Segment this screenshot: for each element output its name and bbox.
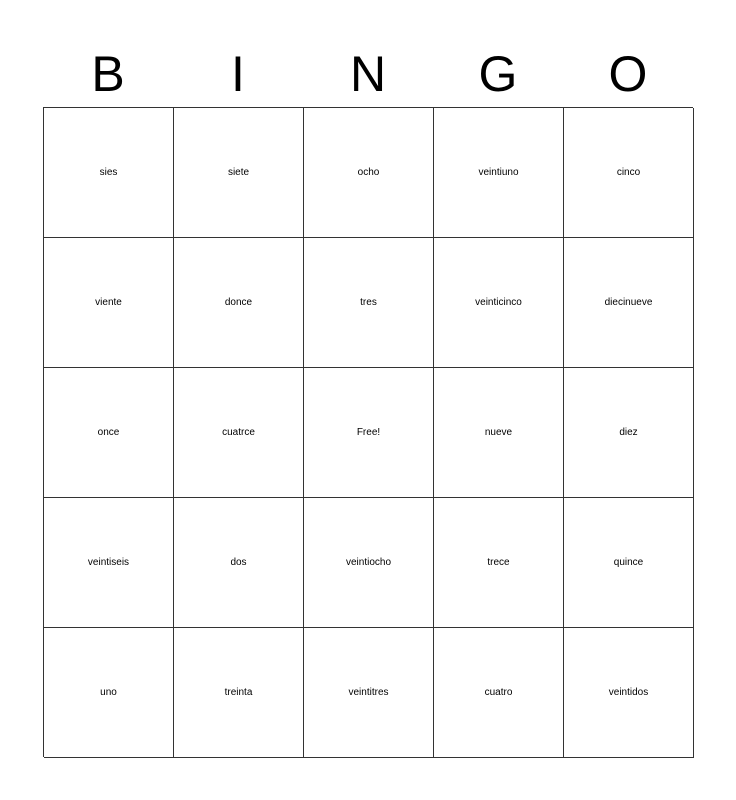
bingo-cell[interactable]: once xyxy=(44,368,174,498)
bingo-cell[interactable]: veintiseis xyxy=(44,498,174,628)
header-letter-i: I xyxy=(231,46,245,102)
bingo-header xyxy=(43,40,693,108)
bingo-cell[interactable]: ocho xyxy=(304,108,434,238)
bingo-cell[interactable]: quince xyxy=(564,498,694,628)
bingo-cell[interactable]: viente xyxy=(44,238,174,368)
bingo-cell[interactable]: veintiuno xyxy=(434,108,564,238)
bingo-cell[interactable]: diecinueve xyxy=(564,238,694,368)
bingo-cell[interactable]: cinco xyxy=(564,108,694,238)
bingo-card-grid xyxy=(43,107,693,757)
bingo-cell[interactable]: nueve xyxy=(434,368,564,498)
free-space-cell[interactable]: Free! xyxy=(304,368,434,498)
header-letter-n: N xyxy=(349,46,387,102)
bingo-cell[interactable]: diez xyxy=(564,368,694,498)
bingo-cell[interactable]: cuatro xyxy=(434,628,564,758)
header-letter-g: G xyxy=(478,46,518,102)
bingo-cell[interactable]: veintiocho xyxy=(304,498,434,628)
bingo-cell[interactable]: tres xyxy=(304,238,434,368)
bingo-cell[interactable]: veinticinco xyxy=(434,238,564,368)
bingo-cell[interactable]: veintidos xyxy=(564,628,694,758)
bingo-cell[interactable]: siete xyxy=(174,108,304,238)
bingo-cell[interactable]: treinta xyxy=(174,628,304,758)
bingo-cell[interactable]: trece xyxy=(434,498,564,628)
bingo-cell[interactable]: veintitres xyxy=(304,628,434,758)
bingo-cell[interactable]: cuatrce xyxy=(174,368,304,498)
bingo-cell[interactable]: uno xyxy=(44,628,174,758)
header-letter-o: O xyxy=(608,46,648,102)
header-letter-b: B xyxy=(91,46,125,102)
bingo-cell[interactable]: dos xyxy=(174,498,304,628)
bingo-cell[interactable]: donce xyxy=(174,238,304,368)
bingo-cell[interactable]: sies xyxy=(44,108,174,238)
